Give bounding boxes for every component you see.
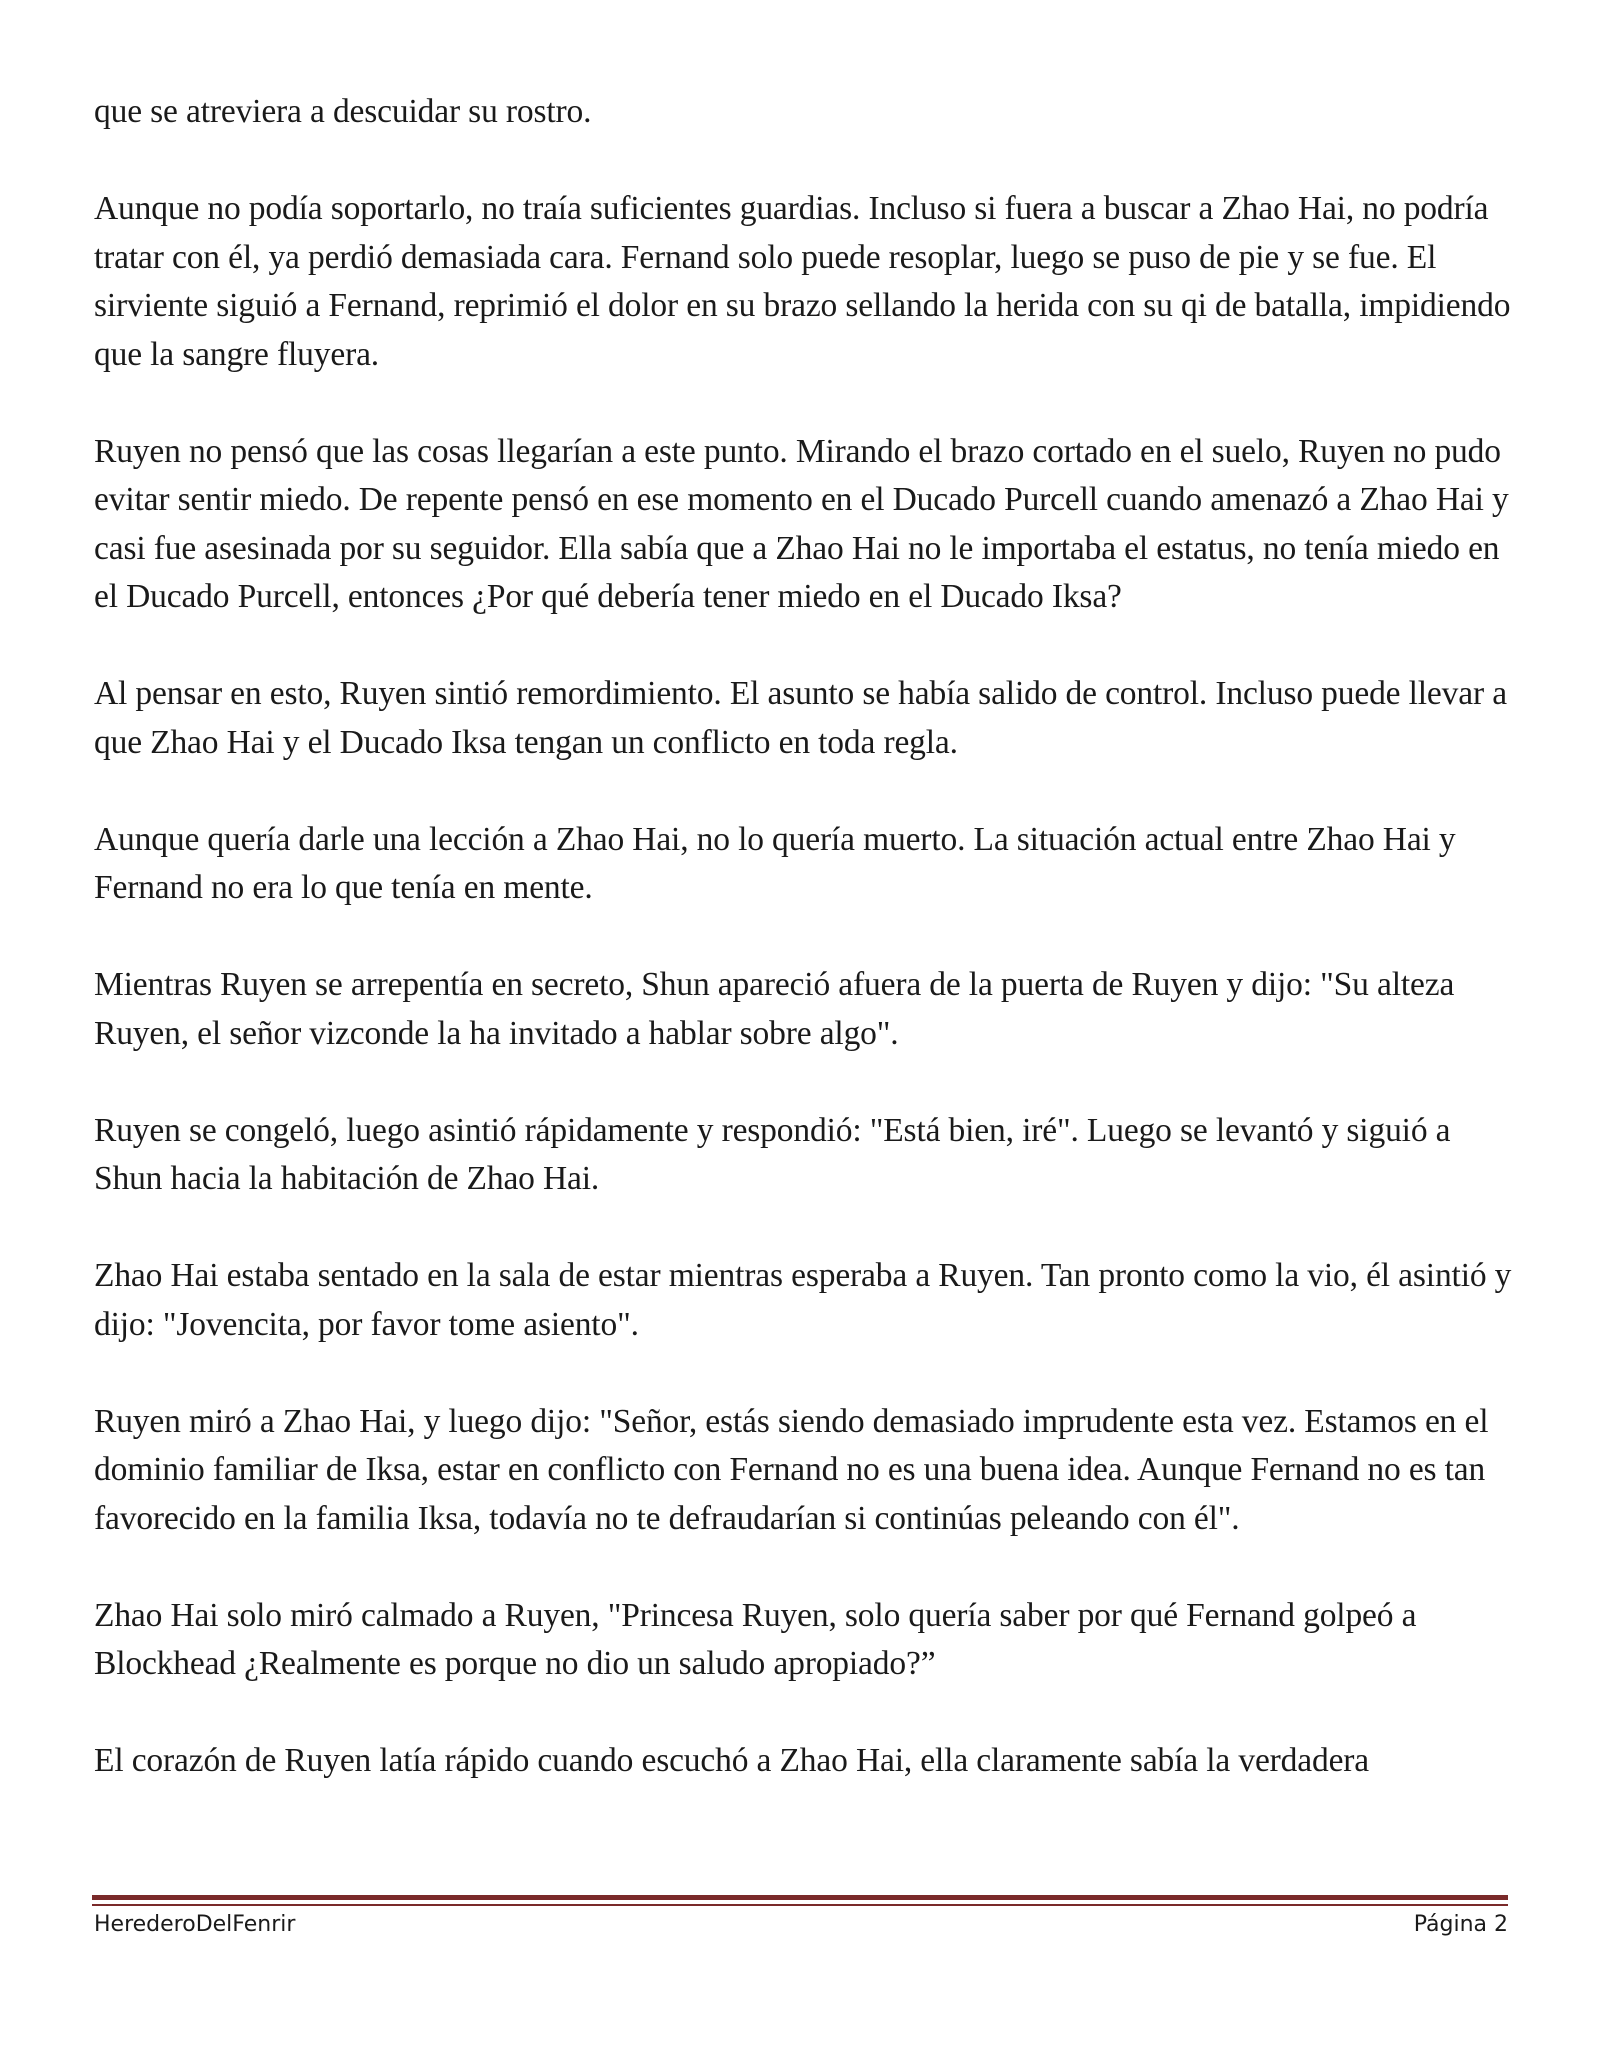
body-text [94,88,1514,1834]
paragraph-3: Ruyen no pensó que las cosas llegarían a este punto. Mirando el brazo cortado en el suelo, Ruyen no pudo evitar sentir miedo. De repente pensó en ese momento en el Ducado Purcell cuando amenazó a Zhao Hai y casi fue asesinada por su seguidor. Ella sabía que a Zhao Hai no le importaba el estatus, no tenía miedo en el Ducado Purcell, entonces ¿Por qué debería tener miedo en el Ducado Iksa? [94,432,1509,615]
paragraph-10: Zhao Hai solo miró calmado a Ruyen, "Princesa Ruyen, solo quería saber por qué Fernand golpeó a Blockhead ¿Realmente es porque no dio un saludo apropiado?” [94,1596,1417,1682]
paragraph-7: Ruyen se congeló, luego asintió rápidamente y respondió: "Está bien, iré". Luego se levantó y siguió a Shun hacia la habitación de Zhao Hai. [94,1111,1451,1197]
footer-author: HerederoDelFenrir [94,1912,296,1937]
paragraph-9: Ruyen miró a Zhao Hai, y luego dijo: "Señor, estás siendo demasiado imprudente esta vez. Estamos en el dominio familiar de Iksa, estar en conflicto con Fernand no es una buena idea. Aunque Fernand no es tan favorecido en la familia Iksa, todavía no te defraudarían si continúas peleando con él". [94,1402,1489,1537]
footer-rule-thin [92,1904,1508,1906]
page-footer [94,1912,1508,1937]
paragraph-11: El corazón de Ruyen latía rápido cuando escuchó a Zhao Hai, ella claramente sabía la verdadera [94,1742,1370,1779]
paragraph-2: Aunque no podía soportarlo, no traía suficientes guardias. Incluso si fuera a buscar a Zhao Hai, no podría tratar con él, ya perdió demasiada cara. Fernand solo puede resoplar, luego se puso de pie y se fue. El sirviente siguió a Fernand, reprimió el dolor en su brazo sellando la herida con su qi de batalla, impidiendo que la sangre fluyera. [94,190,1511,373]
footer-page-number: Página 2 [1413,1912,1508,1937]
footer-rule-thick [92,1895,1508,1900]
paragraph-4: Al pensar en esto, Ruyen sintió remordimiento. El asunto se había salido de control. Incluso puede llevar a que Zhao Hai y el Ducado Iksa tengan un conflicto en toda regla. [94,675,1507,761]
paragraph-1: que se atreviera a descuidar su rostro. [94,93,592,130]
paragraph-5: Aunque quería darle una lección a Zhao Hai, no lo quería muerto. La situación actual entre Zhao Hai y Fernand no era lo que tenía en mente. [94,820,1456,906]
paragraph-8: Zhao Hai estaba sentado en la sala de estar mientras esperaba a Ruyen. Tan pronto como la vio, él asintió y dijo: "Jovencita, por favor tome asiento". [94,1257,1512,1343]
paragraph-6: Mientras Ruyen se arrepentía en secreto, Shun apareció afuera de la puerta de Ruyen y dijo: "Su alteza Ruyen, el señor vizconde la ha invitado a hablar sobre algo". [94,966,1455,1052]
